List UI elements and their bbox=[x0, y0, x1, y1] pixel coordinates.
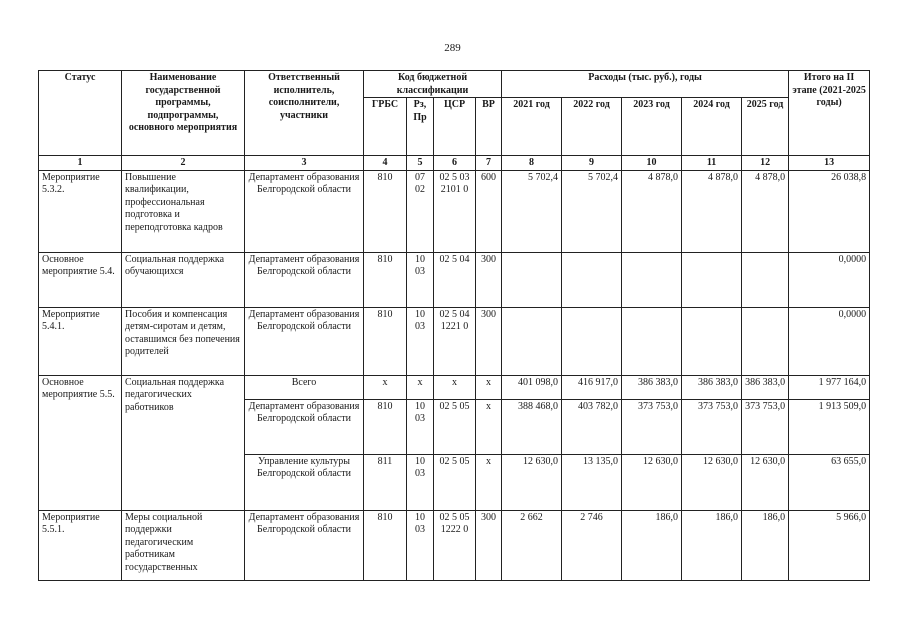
row-2023 bbox=[622, 252, 682, 307]
row-2022 bbox=[562, 252, 622, 307]
row-executor: Департамент образования Белгородской области bbox=[245, 252, 364, 307]
row-grbs: 810 bbox=[364, 307, 407, 375]
row-2021: 2 662 bbox=[502, 510, 562, 580]
row-csr: 02 5 05 bbox=[434, 454, 476, 510]
row-vr: х bbox=[476, 375, 502, 399]
row-grbs: 811 bbox=[364, 454, 407, 510]
column-number: 6 bbox=[434, 156, 476, 171]
column-number: 11 bbox=[682, 156, 742, 171]
row-2023: 12 630,0 bbox=[622, 454, 682, 510]
row-rz-pr: 10 03 bbox=[407, 510, 434, 580]
header-2022: 2022 год bbox=[562, 98, 622, 156]
header-2023: 2023 год bbox=[622, 98, 682, 156]
row-2024: 4 878,0 bbox=[682, 170, 742, 252]
header-budget-code: Код бюджетной классификации bbox=[364, 71, 502, 98]
header-vr: ВР bbox=[476, 98, 502, 156]
header-rz-pr: Рз, Пр bbox=[407, 98, 434, 156]
row-2024 bbox=[682, 307, 742, 375]
row-executor: Управление культуры Белгородской области bbox=[245, 454, 364, 510]
row-rz-pr: 10 03 bbox=[407, 454, 434, 510]
row-2021: 5 702,4 bbox=[502, 170, 562, 252]
row-csr: х bbox=[434, 375, 476, 399]
row-csr: 02 5 05 bbox=[434, 399, 476, 454]
row-2021 bbox=[502, 252, 562, 307]
row-2021 bbox=[502, 307, 562, 375]
header-csr: ЦСР bbox=[434, 98, 476, 156]
header-total: Итого на II этапе (2021-2025 годы) bbox=[789, 71, 870, 156]
row-csr: 02 5 03 2101 0 bbox=[434, 170, 476, 252]
row-2025: 386 383,0 bbox=[742, 375, 789, 399]
row-2022: 13 135,0 bbox=[562, 454, 622, 510]
row-executor: Департамент образования Белгородской области bbox=[245, 170, 364, 252]
column-number: 4 bbox=[364, 156, 407, 171]
row-2021: 388 468,0 bbox=[502, 399, 562, 454]
table-row bbox=[39, 252, 870, 307]
row-name: Пособия и компенсация детям-сиротам и детям, оставшимся без попечения родителей bbox=[122, 307, 245, 375]
row-2025 bbox=[742, 307, 789, 375]
row-2022 bbox=[562, 307, 622, 375]
row-2025: 373 753,0 bbox=[742, 399, 789, 454]
row-vr: 300 bbox=[476, 510, 502, 580]
row-2022: 403 782,0 bbox=[562, 399, 622, 454]
row-grbs: 810 bbox=[364, 252, 407, 307]
column-number: 7 bbox=[476, 156, 502, 171]
group-status: Основное мероприятие 5.5. bbox=[39, 375, 122, 510]
row-status: Мероприятие 5.3.2. bbox=[39, 170, 122, 252]
header-executor: Ответственный исполнитель, соисполнители, участники bbox=[245, 71, 364, 156]
row-2024: 373 753,0 bbox=[682, 399, 742, 454]
row-csr: 02 5 04 bbox=[434, 252, 476, 307]
budget-table bbox=[38, 70, 870, 581]
group-name: Социальная поддержка педагогических работников bbox=[122, 375, 245, 510]
header-expenses: Расходы (тыс. руб.), годы bbox=[502, 71, 789, 98]
row-total: 63 655,0 bbox=[789, 454, 870, 510]
row-total: 26 038,8 bbox=[789, 170, 870, 252]
page-number: 289 bbox=[444, 42, 461, 54]
row-2023: 373 753,0 bbox=[622, 399, 682, 454]
column-number: 9 bbox=[562, 156, 622, 171]
column-number: 12 bbox=[742, 156, 789, 171]
header-name: Наименование государственной программы, подпрограммы, основного мероприятия bbox=[122, 71, 245, 156]
row-rz-pr: 10 03 bbox=[407, 252, 434, 307]
row-rz-pr: 07 02 bbox=[407, 170, 434, 252]
row-2024 bbox=[682, 252, 742, 307]
row-2022: 5 702,4 bbox=[562, 170, 622, 252]
row-grbs: 810 bbox=[364, 170, 407, 252]
table-row bbox=[39, 307, 870, 375]
row-vr: 600 bbox=[476, 170, 502, 252]
column-number-row bbox=[39, 156, 870, 171]
row-name: Повышение квалификации, профессиональная подготовка и переподготовка кадров bbox=[122, 170, 245, 252]
row-2023: 186,0 bbox=[622, 510, 682, 580]
row-2023: 4 878,0 bbox=[622, 170, 682, 252]
table-row bbox=[39, 170, 870, 252]
row-total: 1 977 164,0 bbox=[789, 375, 870, 399]
header-row-1 bbox=[39, 71, 870, 98]
header-2021: 2021 год bbox=[502, 98, 562, 156]
row-executor: Департамент образования Белгородской области bbox=[245, 399, 364, 454]
row-2021: 12 630,0 bbox=[502, 454, 562, 510]
header-2024: 2024 год bbox=[682, 98, 742, 156]
row-2025: 186,0 bbox=[742, 510, 789, 580]
header-status: Статус bbox=[39, 71, 122, 156]
row-total: 5 966,0 bbox=[789, 510, 870, 580]
row-total: 0,0000 bbox=[789, 307, 870, 375]
column-number: 10 bbox=[622, 156, 682, 171]
row-2023: 386 383,0 bbox=[622, 375, 682, 399]
header-grbs: ГРБС bbox=[364, 98, 407, 156]
row-2025: 4 878,0 bbox=[742, 170, 789, 252]
row-2022: 2 746 bbox=[562, 510, 622, 580]
row-vr: х bbox=[476, 454, 502, 510]
row-grbs: 810 bbox=[364, 510, 407, 580]
column-number: 1 bbox=[39, 156, 122, 171]
column-number: 8 bbox=[502, 156, 562, 171]
row-grbs: 810 bbox=[364, 399, 407, 454]
row-rz-pr: 10 03 bbox=[407, 399, 434, 454]
row-2025: 12 630,0 bbox=[742, 454, 789, 510]
row-vr: 300 bbox=[476, 252, 502, 307]
row-rz-pr: 10 03 bbox=[407, 307, 434, 375]
row-status: Основное мероприятие 5.4. bbox=[39, 252, 122, 307]
row-total: 1 913 509,0 bbox=[789, 399, 870, 454]
row-2024: 186,0 bbox=[682, 510, 742, 580]
row-total: 0,0000 bbox=[789, 252, 870, 307]
column-number: 3 bbox=[245, 156, 364, 171]
row-executor: Департамент образования Белгородской области bbox=[245, 307, 364, 375]
row-2025 bbox=[742, 252, 789, 307]
row-csr: 02 5 04 1221 0 bbox=[434, 307, 476, 375]
row-executor: Департамент образования Белгородской области bbox=[245, 510, 364, 580]
table-row bbox=[39, 510, 870, 580]
row-executor: Всего bbox=[245, 375, 364, 399]
row-2023 bbox=[622, 307, 682, 375]
row-name: Социальная поддержка обучающихся bbox=[122, 252, 245, 307]
column-number: 5 bbox=[407, 156, 434, 171]
row-csr: 02 5 05 1222 0 bbox=[434, 510, 476, 580]
row-2021: 401 098,0 bbox=[502, 375, 562, 399]
row-vr: х bbox=[476, 399, 502, 454]
row-2024: 386 383,0 bbox=[682, 375, 742, 399]
header-2025: 2025 год bbox=[742, 98, 789, 156]
column-number: 13 bbox=[789, 156, 870, 171]
table-row bbox=[39, 375, 870, 399]
row-2024: 12 630,0 bbox=[682, 454, 742, 510]
row-vr: 300 bbox=[476, 307, 502, 375]
row-status: Мероприятие 5.5.1. bbox=[39, 510, 122, 580]
row-2022: 416 917,0 bbox=[562, 375, 622, 399]
row-grbs: х bbox=[364, 375, 407, 399]
row-name: Меры социальной поддержки педагогическим работникам государственных bbox=[122, 510, 245, 580]
row-status: Мероприятие 5.4.1. bbox=[39, 307, 122, 375]
column-number: 2 bbox=[122, 156, 245, 171]
row-rz-pr: х bbox=[407, 375, 434, 399]
